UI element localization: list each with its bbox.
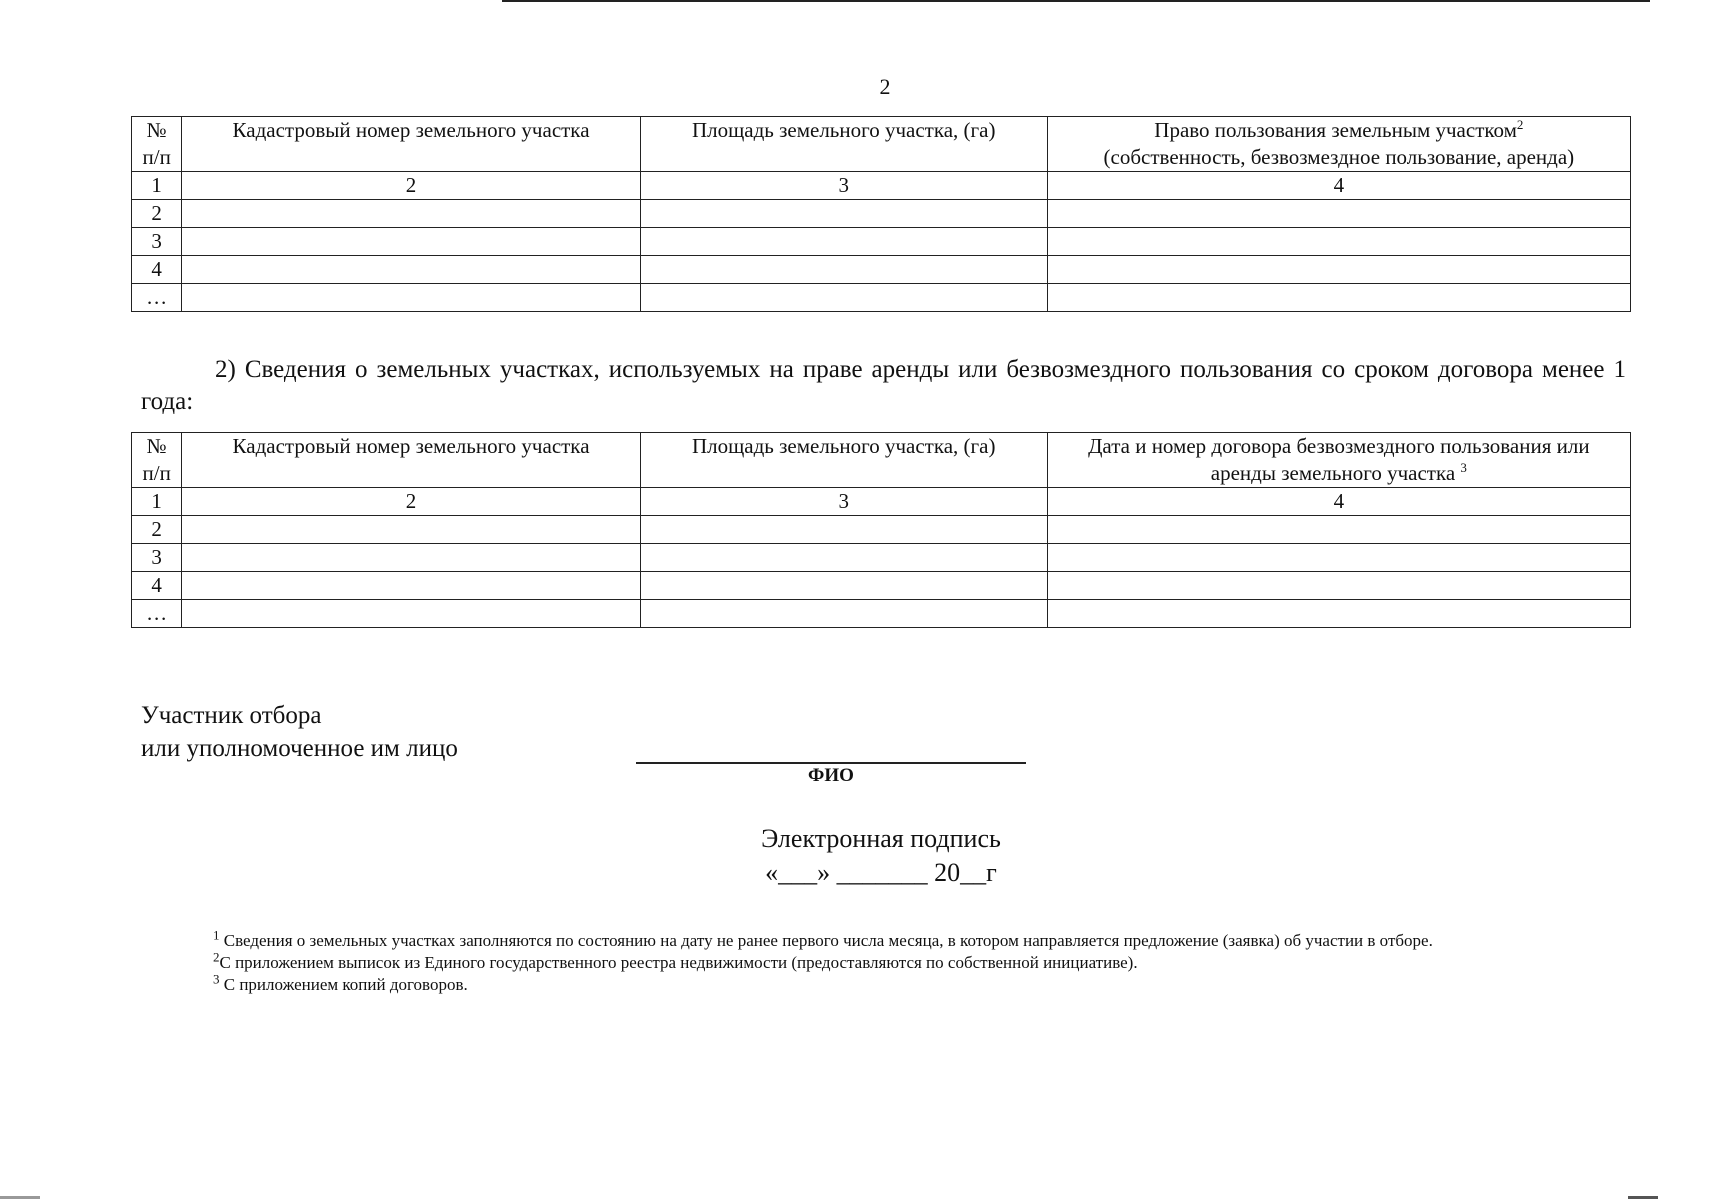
participant-label bbox=[141, 699, 458, 765]
table-cell: 1 bbox=[132, 488, 182, 516]
table-cell[interactable] bbox=[1047, 284, 1630, 312]
table-cell: 2 bbox=[132, 200, 182, 228]
header-text: Дата и номер договора безвозмездного пользования или аренды земельного участка bbox=[1088, 434, 1590, 485]
table-cell[interactable] bbox=[640, 516, 1047, 544]
table-cell: 3 bbox=[640, 488, 1047, 516]
col-header-cadastral: Кадастровый номер земельного участка bbox=[182, 433, 640, 488]
table-cell[interactable] bbox=[1047, 516, 1630, 544]
table-row bbox=[132, 488, 1631, 516]
table-cell[interactable] bbox=[182, 572, 640, 600]
table-cell: 3 bbox=[132, 544, 182, 572]
participant-line-2: или уполномоченное им лицо bbox=[141, 735, 458, 762]
table-cell[interactable] bbox=[182, 516, 640, 544]
col-header-right-of-use bbox=[1047, 117, 1630, 172]
col-header-area: Площадь земельного участка, (га) bbox=[640, 117, 1047, 172]
table-cell: … bbox=[132, 600, 182, 628]
section-2-heading: 2) Сведения о земельных участках, используемых на праве аренды или безвозмездного пользования со сроком договора менее 1 года: bbox=[141, 356, 1626, 415]
table-cell[interactable] bbox=[182, 228, 640, 256]
date-line: «___» _______ 20__г bbox=[765, 858, 997, 887]
footnote-ref: 2 bbox=[1516, 117, 1524, 132]
footnote-text: С приложением копий договоров. bbox=[223, 975, 468, 994]
table-row bbox=[132, 228, 1631, 256]
scan-artifact-right bbox=[1628, 1196, 1658, 1199]
col-header-contract bbox=[1047, 433, 1630, 488]
header-text: Право пользования земельным участком bbox=[1154, 118, 1517, 142]
table-cell[interactable] bbox=[1047, 600, 1630, 628]
table-cell[interactable] bbox=[1047, 200, 1630, 228]
table-cell[interactable] bbox=[640, 228, 1047, 256]
table-row bbox=[132, 256, 1631, 284]
footnote-3 bbox=[141, 971, 1627, 996]
footnote-ref: 3 bbox=[1460, 460, 1467, 475]
table-cell[interactable] bbox=[182, 544, 640, 572]
footnote-mark: 2 bbox=[213, 949, 220, 965]
footnote-text: Сведения о земельных участках заполняются по состоянию на дату не ранее первого числа месяца, в котором направляется предложение (заявка) об участии в отборе. bbox=[223, 931, 1433, 950]
scan-artifact-left bbox=[0, 1196, 40, 1199]
table-cell: 1 bbox=[132, 172, 182, 200]
table-row bbox=[132, 544, 1631, 572]
table-cell: … bbox=[132, 284, 182, 312]
table-cell[interactable] bbox=[1047, 228, 1630, 256]
table-cell[interactable] bbox=[640, 284, 1047, 312]
footnote-text: С приложением выписок из Единого государственного реестра недвижимости (предоставляются по собственной инициативе). bbox=[219, 953, 1138, 972]
table-cell[interactable] bbox=[640, 200, 1047, 228]
col-header-area: Площадь земельного участка, (га) bbox=[640, 433, 1047, 488]
table-cell[interactable] bbox=[1047, 572, 1630, 600]
electronic-signature-block bbox=[636, 822, 1126, 890]
table-header-row bbox=[132, 117, 1631, 172]
table-cell[interactable] bbox=[640, 572, 1047, 600]
footnote-2 bbox=[141, 949, 1627, 974]
table-row bbox=[132, 284, 1631, 312]
table-cell[interactable] bbox=[182, 200, 640, 228]
footnote-1 bbox=[141, 927, 1627, 952]
table-header-row bbox=[132, 433, 1631, 488]
table-row bbox=[132, 516, 1631, 544]
table-row bbox=[132, 600, 1631, 628]
table-cell: 4 bbox=[132, 256, 182, 284]
table-cell: 3 bbox=[640, 172, 1047, 200]
land-plots-table bbox=[131, 116, 1631, 312]
table-cell: 2 bbox=[182, 172, 640, 200]
table-cell[interactable] bbox=[182, 284, 640, 312]
fio-label: ФИО bbox=[808, 765, 854, 786]
header-text-line2: (собственность, безвозмездное пользование, аренда) bbox=[1103, 145, 1575, 169]
col-header-number: № п/п bbox=[132, 117, 182, 172]
footnote-mark: 3 bbox=[213, 971, 220, 987]
table-cell: 4 bbox=[1047, 488, 1630, 516]
table-cell: 3 bbox=[132, 228, 182, 256]
footnote-mark: 1 bbox=[213, 927, 220, 943]
signature-line[interactable] bbox=[636, 762, 1026, 764]
table-cell[interactable] bbox=[640, 600, 1047, 628]
table-cell[interactable] bbox=[640, 544, 1047, 572]
table-cell[interactable] bbox=[1047, 544, 1630, 572]
page-number: 2 bbox=[879, 74, 891, 99]
table-cell[interactable] bbox=[182, 256, 640, 284]
table-row bbox=[132, 200, 1631, 228]
electronic-signature-label: Электронная подпись bbox=[761, 824, 1001, 853]
top-border-line bbox=[502, 0, 1650, 2]
participant-line-1: Участник отбора bbox=[141, 702, 322, 729]
table-cell[interactable] bbox=[640, 256, 1047, 284]
table-cell: 2 bbox=[182, 488, 640, 516]
col-header-number: № п/п bbox=[132, 433, 182, 488]
table-cell[interactable] bbox=[1047, 256, 1630, 284]
footnotes bbox=[141, 927, 1627, 996]
table-row bbox=[132, 572, 1631, 600]
table-cell: 4 bbox=[132, 572, 182, 600]
leased-plots-table bbox=[131, 432, 1631, 628]
table-cell: 4 bbox=[1047, 172, 1630, 200]
table-row bbox=[132, 172, 1631, 200]
col-header-cadastral: Кадастровый номер земельного участка bbox=[182, 117, 640, 172]
table-cell: 2 bbox=[132, 516, 182, 544]
table-cell[interactable] bbox=[182, 600, 640, 628]
